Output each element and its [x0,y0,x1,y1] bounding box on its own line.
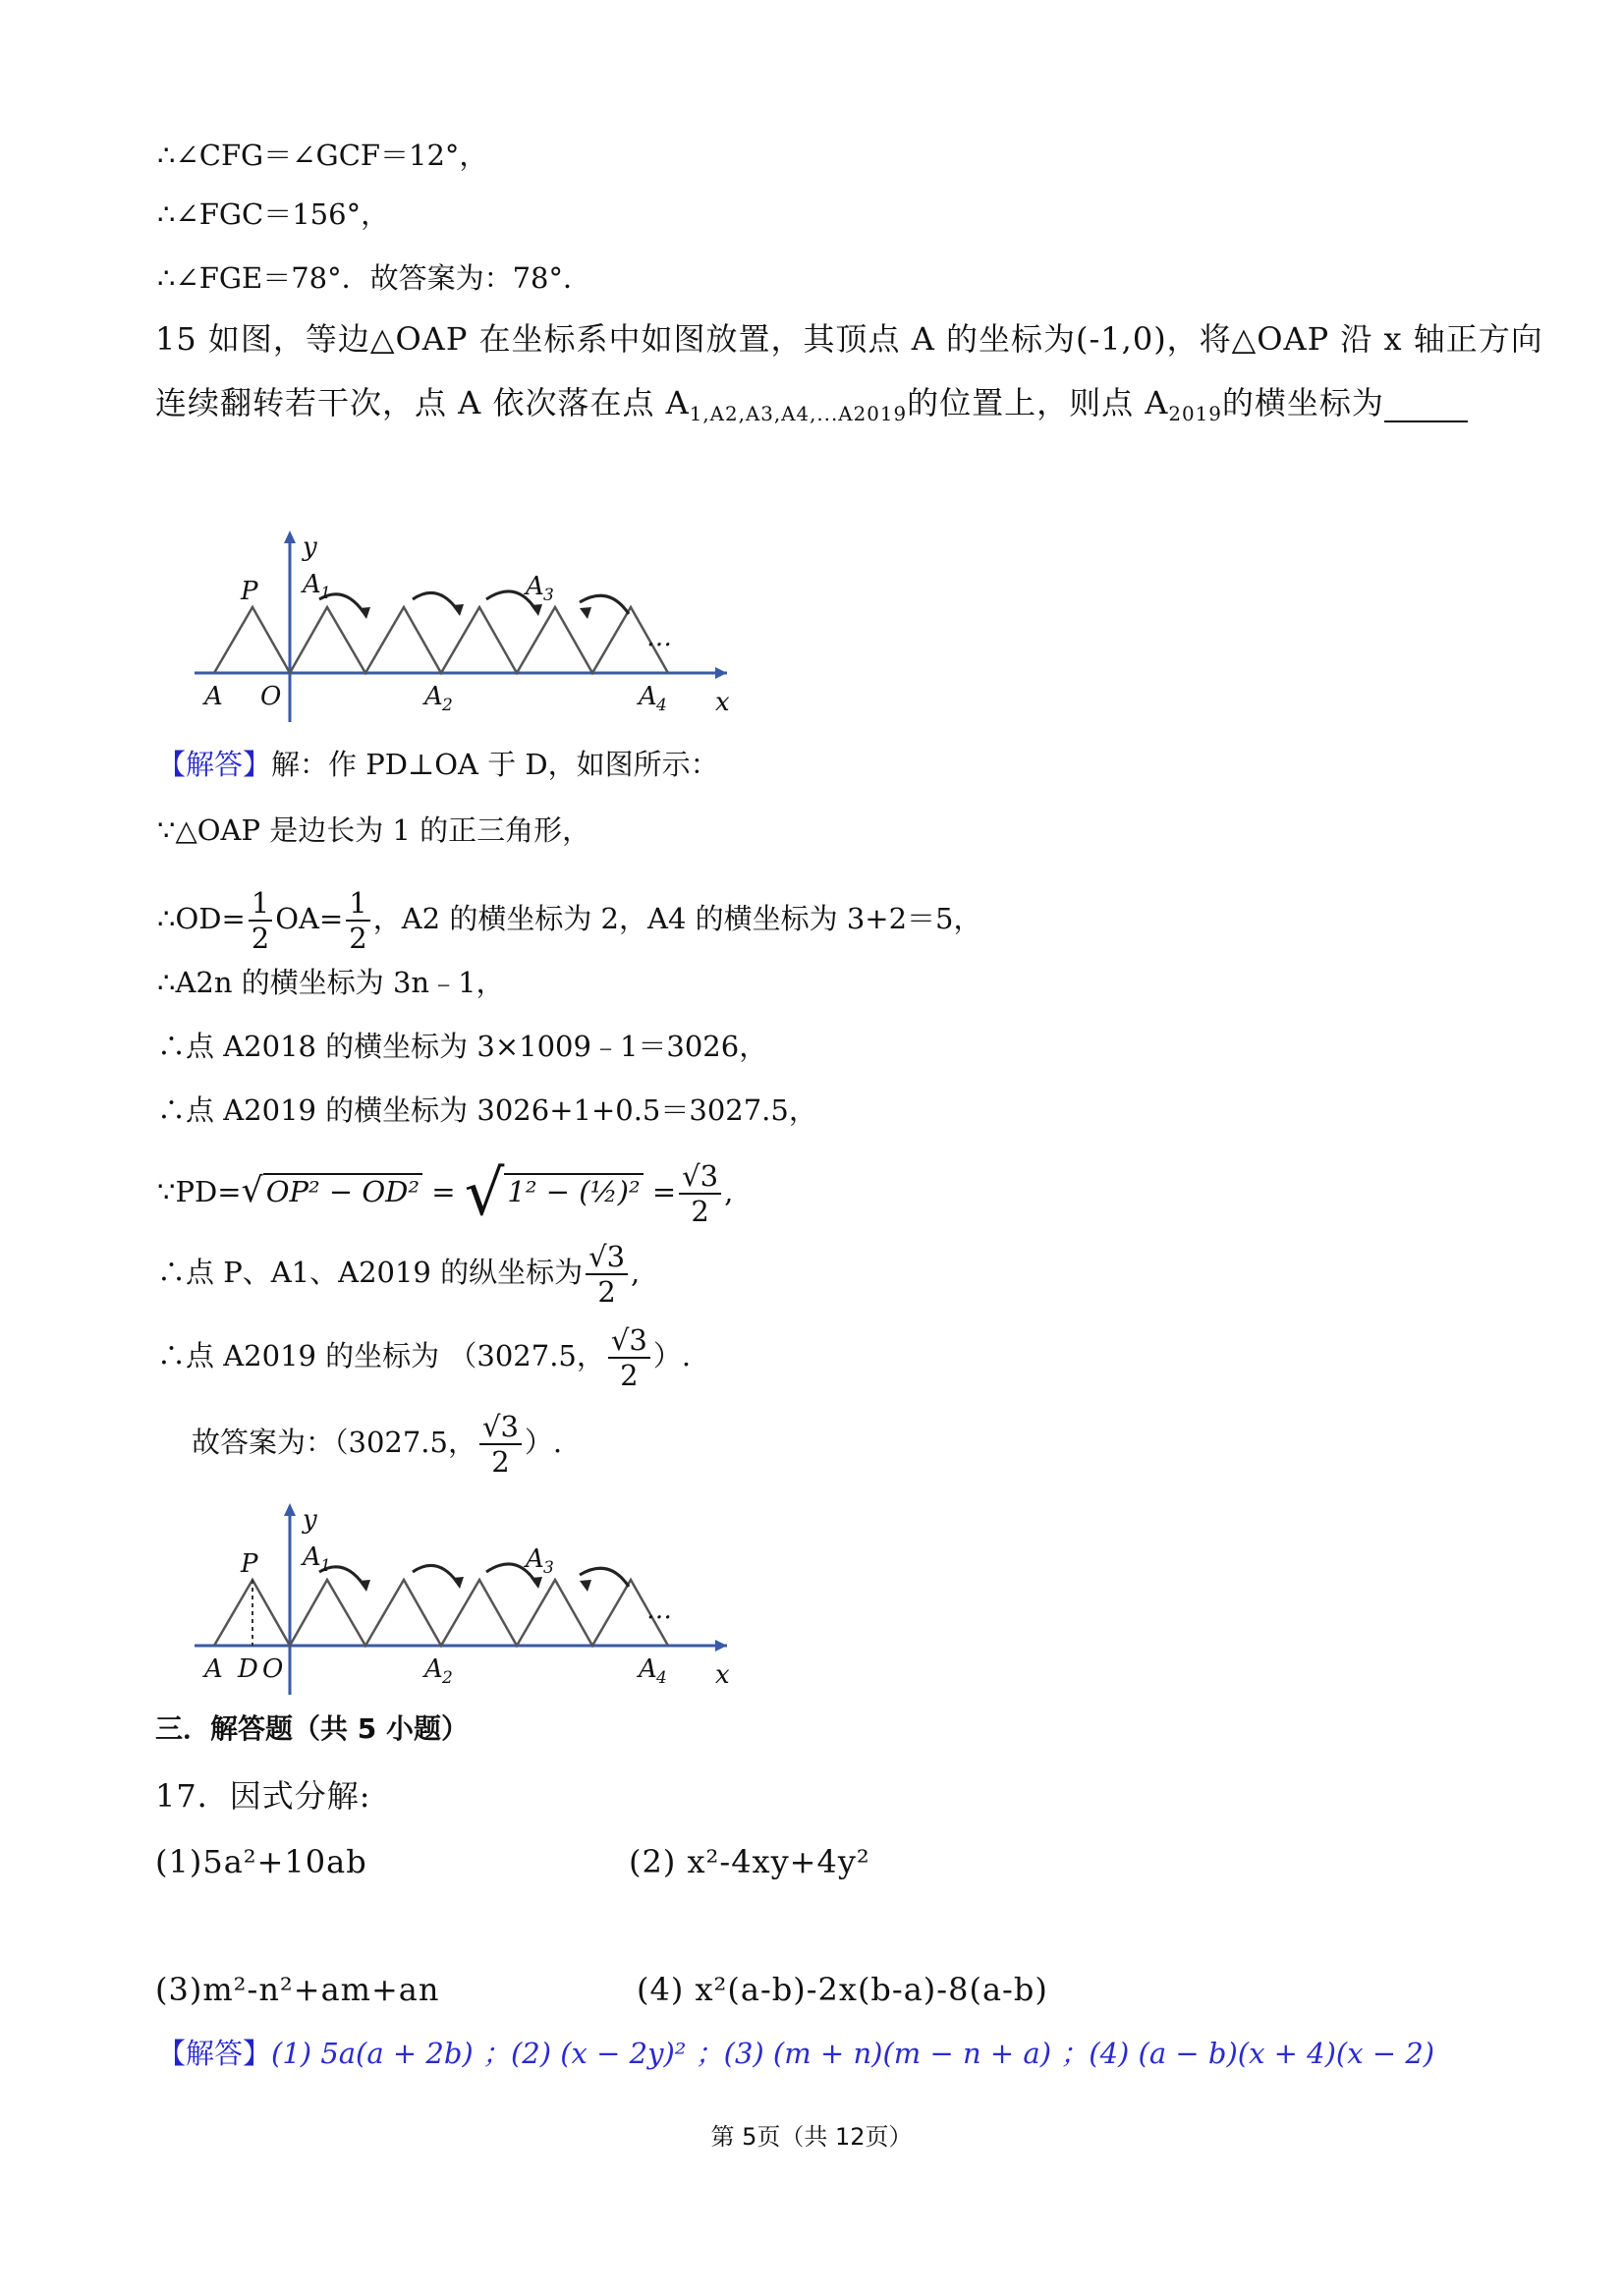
svg-text:A: A [303,1542,321,1572]
prev-line-1: ∴∠CFG＝∠GCF＝12°， [157,139,488,172]
svg-text:y: y [303,1505,317,1535]
solution-step-5: ∴点 A2019 的横坐标为 3026+1+0.5＝3027.5， [157,1093,817,1127]
label-O: O [260,682,282,711]
svg-text:…: … [646,1596,672,1625]
x-axis-label: x [715,688,730,717]
svg-text:4: 4 [656,1668,667,1688]
prev-line-2: ∴∠FGC＝156°， [157,197,390,231]
svg-text:2: 2 [442,696,453,715]
question-17-answer: 【解答】(1) 5a(a + 2b) ；(2) (x − 2y)² ；(3) (m + n)(m − n + a) ；(4) (a − b)(x + 4)(x − 2) [157,2037,1435,2070]
svg-text:O: O [262,1654,284,1684]
solution-step-1: ∵△OAP 是边长为 1 的正三角形， [157,813,591,847]
svg-text:1: 1 [320,1556,331,1576]
svg-text:4: 4 [656,696,667,715]
prev-line-3: ∴∠FGE＝78°．故答案为：78°． [157,261,592,295]
solution-tag: 【解答】 [157,748,272,781]
question-17-part-4: (4) x²(a-b)-2x(b-a)-8(a-b) [637,1971,1048,2008]
solution-step-3: ∴A2n 的横坐标为 3n﹣1， [157,966,505,999]
svg-text:3: 3 [543,586,554,605]
svg-text:3: 3 [543,1558,554,1578]
question-15-line-2: 连续翻转若干次，点 A 依次落在点 $A_{1,A2,A3,A4,...A2019}$的位置上，则点 $A_{2019}$的横坐标为 [155,383,1468,422]
svg-text:A: A [639,1654,657,1684]
section-3-heading: 三．解答题（共 5 小题） [155,1712,469,1745]
ellipsis: … [646,623,672,652]
question-17-title: 17．因式分解: [155,1777,371,1815]
label-A1: A [303,570,321,599]
label-P: P [241,577,258,606]
svg-text:A: A [424,1654,443,1684]
flip-triangle-figure-1 [177,526,756,727]
answer-blank [1384,391,1468,422]
svg-text:A: A [204,1654,223,1684]
solution-step-7: ∴点 P、A1、A2019 的纵坐标为 $\frac{√3}{2}$ , [157,1240,641,1309]
svg-text:x: x [715,1660,730,1690]
solution-step-6: ∵PD=√ OP² − OD² = √ 1² − (½)² = $\frac{√3}{2}$ , [157,1156,734,1230]
solution-answer: 故答案为：（3027.5， $\frac{√3}{2}$ ）. [192,1410,563,1479]
solution-step-4: ∴点 A2018 的横坐标为 3×1009﹣1＝3026， [157,1030,768,1063]
svg-text:1: 1 [320,584,331,603]
svg-text:A: A [526,1544,544,1574]
label-A3: A [526,572,544,601]
y-axis-label: y [303,532,317,562]
flip-triangle-figure-2 [177,1498,756,1700]
label-A2: A [424,682,443,711]
question-17-part-1: (1)5a²+10ab [155,1843,367,1880]
label-A: A [204,682,223,711]
question-17-part-2: (2) x²-4xy+4y² [629,1843,870,1880]
label-A4: A [639,682,657,711]
question-15-line-1: 15 如图，等边△OAP 在坐标系中如图放置，其顶点 A 的坐标为(-1,0)，将△OAP 沿 x 轴正方向 [155,320,1543,358]
svg-text:P: P [241,1549,258,1579]
label-D: D [238,1654,258,1684]
question-17-part-3: (3)m²-n²+am+an [155,1971,440,2008]
solution-step-8: ∴点 A2019 的坐标为 （3027.5， $\frac{√3}{2}$ ）. [157,1323,692,1392]
page-footer: 第 5页（共 12页） [710,2123,913,2151]
svg-text:2: 2 [442,1668,453,1688]
solution-step-2: ∴OD= $\frac{1}{2}$ OA= $\frac{1}{2}$ ，A2 的横坐标为 2，A4 的横坐标为 3+2＝5， [157,886,982,955]
solution-intro: 【解答】解：作 PD⊥OA 于 D，如图所示： [157,748,719,781]
